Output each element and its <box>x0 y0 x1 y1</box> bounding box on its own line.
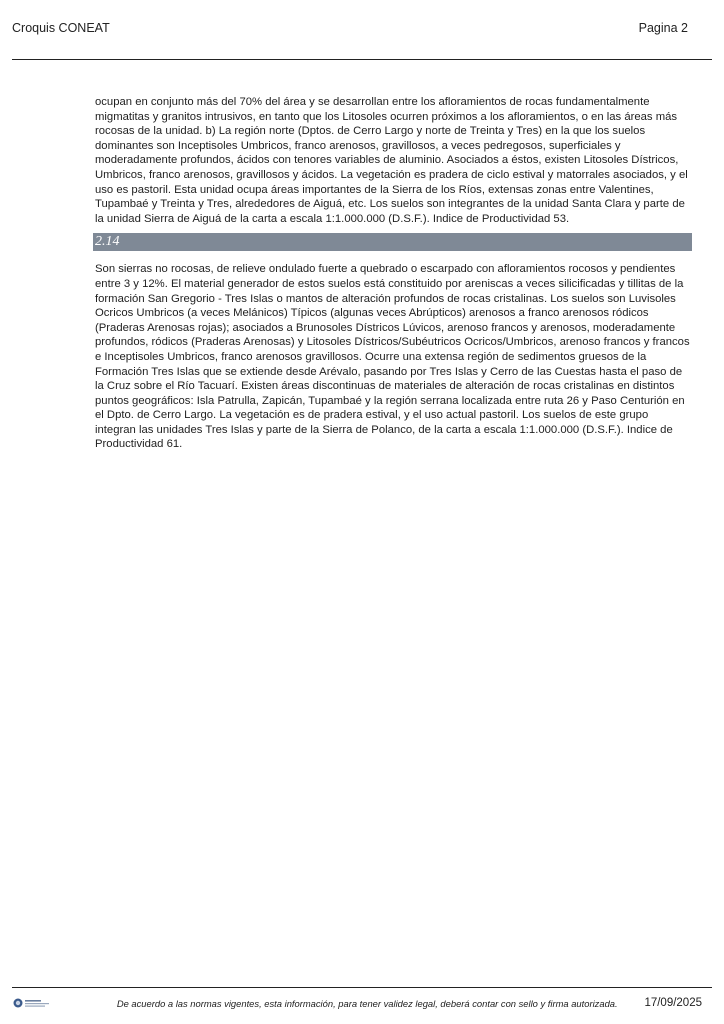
institution-seal-icon <box>12 996 52 1010</box>
page-header <box>12 18 688 38</box>
footer-divider <box>12 987 712 988</box>
print-date: 17/09/2025 <box>644 997 702 1009</box>
section-heading: 2.14 <box>93 233 692 251</box>
legal-notice: De acuerdo a las normas vigentes, esta información, para tener validez legal, deberá contar con sello y firma autorizada. <box>116 997 618 1009</box>
document-body <box>95 95 692 452</box>
paragraph-section-2-14: Son sierras no rocosas, de relieve ondulado fuerte a quebrado o escarpado con afloramientos rocosos y pendientes entre 3 y 12%. El material generador de estos suelos está constituido por areniscas a veces silicificadas y tillitas de la formación San Gregorio - Tres Islas o mantos de alteración profundos de rocas cristalinas. Los suelos son Luvisoles Ocricos Umbricos (a veces Melánicos) Típicos (algunas veces Abrúpticos) arenosos a franco arenosos ródicos (Praderas Arenosas rojas); asociados a Brunosoles Dístricos Lúvicos, arenoso francos y arenosos, moderadamente profundos, ródicos (Praderas Arenosas) y Litosoles Dístricos/Subéutricos Ocricos/Umbricos, arenoso francos y francos e Inceptisoles Umbricos, franco arenosos gravillosos. Ocurre una extensa región de sedimentos gruesos de la Formación Tres Islas que se extiende desde Arévalo, pasando por Tres Islas y Cerro de las Cuestas hasta el paso de la Cruz sobre el Río Tacuarí. Existen áreas discontinuas de materiales de alteración de rocas cristalinas en distintos puntos geográficos: Isla Patrulla, Zapicán, Tupambaé y la región serrana localizada entre ruta 26 y Paso Centurión en el Dpto. de Cerro Largo. La vegetación es de pradera estival, y el uso actual pastoril. Los suelos de este grupo integran las unidades Tres Islas y parte de la Sierra de Polanco, de la carta a escala 1:1.000.000 (D.S.F.). Indice de Productividad 61. <box>95 263 690 451</box>
header-divider <box>12 59 712 60</box>
page-number: Pagina 2 <box>638 21 688 35</box>
document-title: Croquis CONEAT <box>12 21 110 35</box>
page-footer <box>12 992 702 1014</box>
paragraph-continued: ocupan en conjunto más del 70% del área y se desarrollan entre los afloramientos de rocas fundamentalmente migmatitas y granitos intrusivos, en tanto que los Litosoles ocurren próximos a los afloramientos, o en las áreas más rocosas de la unidad. b) La región norte (Dptos. de Cerro Largo y norte de Treinta y Tres) en la que los suelos dominantes son Inceptisoles Umbricos, franco arenosos, gravillosos, a veces pedregosos, superficiales y moderadamente profundos, ácidos con tenores variables de aluminio. Asociados a éstos, existen Litosoles Dístricos, Umbricos, franco arenosos, gravillosos y ácidos. La vegetación es pradera de ciclo estival y matorrales asociados, y el uso es pastoril. Esta unidad ocupa áreas importantes de la Sierra de los Ríos, extensas zonas entre Valentines, Tupambaé y Treinta y Tres, alrededores de Aiguá, etc. Los suelos son integrantes de la unidad Santa Clara y parte de la unidad Sierra de Aiguá de la carta a escala 1:1.000.000 (D.S.F.). Indice de Productividad 53. <box>95 96 688 225</box>
